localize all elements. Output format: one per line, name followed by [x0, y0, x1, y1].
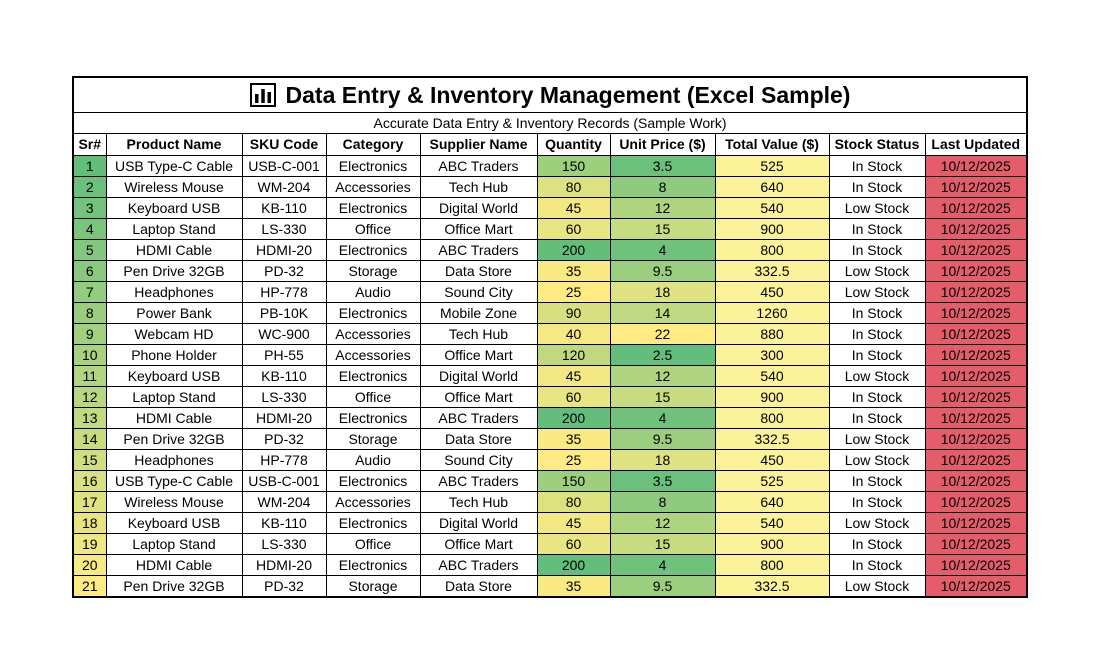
- table-row: [74, 156, 1026, 177]
- cell-category[interactable]: Electronics: [326, 408, 420, 429]
- cell-category[interactable]: Electronics: [326, 303, 420, 324]
- cell-sr[interactable]: 21: [74, 576, 106, 597]
- cell-supplier-name[interactable]: Tech Hub: [420, 324, 537, 345]
- cell-stock-status[interactable]: In Stock: [829, 555, 925, 576]
- cell-supplier-name[interactable]: Data Store: [420, 576, 537, 597]
- table-row: [74, 177, 1026, 198]
- cell-product-name[interactable]: HDMI Cable: [106, 555, 242, 576]
- sheet-title: Data Entry & Inventory Management (Excel Sample): [285, 81, 851, 108]
- cell-sku-code[interactable]: PD-32: [242, 261, 326, 282]
- cell-sr[interactable]: 4: [74, 219, 106, 240]
- header-last-updated[interactable]: Last Updated: [925, 134, 1026, 156]
- cell-sr[interactable]: 13: [74, 408, 106, 429]
- cell-sku-code[interactable]: KB-110: [242, 366, 326, 387]
- table-row: [74, 471, 1026, 492]
- cell-sku-code[interactable]: PD-32: [242, 429, 326, 450]
- cell-total-value[interactable]: 900: [715, 534, 829, 555]
- cell-unit-price[interactable]: 3.5: [610, 156, 715, 177]
- cell-supplier-name[interactable]: Office Mart: [420, 345, 537, 366]
- table-row: [74, 387, 1026, 408]
- cell-last-updated[interactable]: 10/12/2025: [925, 576, 1026, 597]
- cell-last-updated[interactable]: 10/12/2025: [925, 240, 1026, 261]
- table-row: [74, 282, 1026, 303]
- cell-sr[interactable]: 1: [74, 156, 106, 177]
- table-row: [74, 366, 1026, 387]
- cell-unit-price[interactable]: 9.5: [610, 261, 715, 282]
- cell-unit-price[interactable]: 12: [610, 198, 715, 219]
- cell-quantity[interactable]: 35: [537, 261, 610, 282]
- cell-unit-price[interactable]: 15: [610, 219, 715, 240]
- header-stock-status[interactable]: Stock Status: [829, 134, 925, 156]
- cell-quantity[interactable]: 35: [537, 429, 610, 450]
- cell-supplier-name[interactable]: ABC Traders: [420, 156, 537, 177]
- cell-stock-status[interactable]: In Stock: [829, 345, 925, 366]
- cell-category[interactable]: Electronics: [326, 366, 420, 387]
- cell-stock-status[interactable]: In Stock: [829, 219, 925, 240]
- cell-unit-price[interactable]: 3.5: [610, 471, 715, 492]
- cell-unit-price[interactable]: 18: [610, 282, 715, 303]
- cell-quantity[interactable]: 200: [537, 240, 610, 261]
- table-row: [74, 198, 1026, 219]
- cell-sr[interactable]: 5: [74, 240, 106, 261]
- cell-sku-code[interactable]: HDMI-20: [242, 240, 326, 261]
- table-row: [74, 303, 1026, 324]
- cell-category[interactable]: Electronics: [326, 198, 420, 219]
- cell-unit-price[interactable]: 9.5: [610, 429, 715, 450]
- inventory-table: [74, 134, 1026, 596]
- cell-stock-status[interactable]: In Stock: [829, 177, 925, 198]
- cell-sr[interactable]: 19: [74, 534, 106, 555]
- table-row: [74, 408, 1026, 429]
- cell-supplier-name[interactable]: Mobile Zone: [420, 303, 537, 324]
- cell-category[interactable]: Accessories: [326, 177, 420, 198]
- cell-sr[interactable]: 14: [74, 429, 106, 450]
- cell-supplier-name[interactable]: Digital World: [420, 513, 537, 534]
- cell-category[interactable]: Storage: [326, 261, 420, 282]
- cell-quantity[interactable]: 200: [537, 408, 610, 429]
- cell-supplier-name[interactable]: Office Mart: [420, 219, 537, 240]
- cell-product-name[interactable]: Headphones: [106, 282, 242, 303]
- cell-product-name[interactable]: Phone Holder: [106, 345, 242, 366]
- cell-supplier-name[interactable]: ABC Traders: [420, 408, 537, 429]
- cell-sku-code[interactable]: LS-330: [242, 387, 326, 408]
- header-product-name[interactable]: Product Name: [106, 134, 242, 156]
- cell-category[interactable]: Accessories: [326, 324, 420, 345]
- cell-unit-price[interactable]: 4: [610, 555, 715, 576]
- cell-category[interactable]: Electronics: [326, 156, 420, 177]
- cell-supplier-name[interactable]: ABC Traders: [420, 471, 537, 492]
- cell-total-value[interactable]: 880: [715, 324, 829, 345]
- cell-product-name[interactable]: Laptop Stand: [106, 219, 242, 240]
- cell-quantity[interactable]: 80: [537, 492, 610, 513]
- cell-unit-price[interactable]: 2.5: [610, 345, 715, 366]
- cell-quantity[interactable]: 60: [537, 534, 610, 555]
- cell-total-value[interactable]: 332.5: [715, 261, 829, 282]
- cell-last-updated[interactable]: 10/12/2025: [925, 513, 1026, 534]
- cell-quantity[interactable]: 45: [537, 198, 610, 219]
- cell-last-updated[interactable]: 10/12/2025: [925, 408, 1026, 429]
- table-body: [74, 156, 1026, 597]
- cell-total-value[interactable]: 800: [715, 240, 829, 261]
- cell-unit-price[interactable]: 8: [610, 177, 715, 198]
- cell-quantity[interactable]: 200: [537, 555, 610, 576]
- header-sr[interactable]: Sr#: [74, 134, 106, 156]
- header-total-value[interactable]: Total Value ($): [715, 134, 829, 156]
- cell-sr[interactable]: 11: [74, 366, 106, 387]
- cell-stock-status[interactable]: Low Stock: [829, 576, 925, 597]
- cell-stock-status[interactable]: Low Stock: [829, 450, 925, 471]
- cell-supplier-name[interactable]: Digital World: [420, 198, 537, 219]
- table-row: [74, 555, 1026, 576]
- sheet-subtitle: Accurate Data Entry & Inventory Records (Sample Work): [74, 113, 1026, 134]
- cell-stock-status[interactable]: Low Stock: [829, 198, 925, 219]
- cell-supplier-name[interactable]: Office Mart: [420, 534, 537, 555]
- cell-sku-code[interactable]: HDMI-20: [242, 408, 326, 429]
- cell-last-updated[interactable]: 10/12/2025: [925, 387, 1026, 408]
- cell-stock-status[interactable]: Low Stock: [829, 513, 925, 534]
- cell-product-name[interactable]: Pen Drive 32GB: [106, 429, 242, 450]
- cell-sr[interactable]: 8: [74, 303, 106, 324]
- cell-total-value[interactable]: 300: [715, 345, 829, 366]
- cell-category[interactable]: Electronics: [326, 471, 420, 492]
- cell-quantity[interactable]: 150: [537, 156, 610, 177]
- cell-unit-price[interactable]: 15: [610, 534, 715, 555]
- cell-sr[interactable]: 17: [74, 492, 106, 513]
- cell-supplier-name[interactable]: Digital World: [420, 366, 537, 387]
- cell-total-value[interactable]: 900: [715, 387, 829, 408]
- cell-unit-price[interactable]: 12: [610, 366, 715, 387]
- cell-total-value[interactable]: 800: [715, 555, 829, 576]
- cell-product-name[interactable]: Laptop Stand: [106, 387, 242, 408]
- header-unit-price[interactable]: Unit Price ($): [610, 134, 715, 156]
- cell-last-updated[interactable]: 10/12/2025: [925, 366, 1026, 387]
- cell-stock-status[interactable]: In Stock: [829, 387, 925, 408]
- cell-supplier-name[interactable]: Sound City: [420, 282, 537, 303]
- cell-unit-price[interactable]: 18: [610, 450, 715, 471]
- cell-category[interactable]: Accessories: [326, 345, 420, 366]
- cell-total-value[interactable]: 540: [715, 366, 829, 387]
- table-row: [74, 534, 1026, 555]
- cell-sr[interactable]: 10: [74, 345, 106, 366]
- cell-sr[interactable]: 3: [74, 198, 106, 219]
- cell-product-name[interactable]: Pen Drive 32GB: [106, 261, 242, 282]
- header-category[interactable]: Category: [326, 134, 420, 156]
- cell-last-updated[interactable]: 10/12/2025: [925, 345, 1026, 366]
- cell-quantity[interactable]: 25: [537, 282, 610, 303]
- cell-sku-code[interactable]: PB-10K: [242, 303, 326, 324]
- cell-category[interactable]: Electronics: [326, 555, 420, 576]
- cell-supplier-name[interactable]: Tech Hub: [420, 177, 537, 198]
- cell-supplier-name[interactable]: ABC Traders: [420, 555, 537, 576]
- cell-unit-price[interactable]: 9.5: [610, 576, 715, 597]
- cell-product-name[interactable]: Pen Drive 32GB: [106, 576, 242, 597]
- cell-supplier-name[interactable]: Tech Hub: [420, 492, 537, 513]
- cell-quantity[interactable]: 25: [537, 450, 610, 471]
- cell-unit-price[interactable]: 15: [610, 387, 715, 408]
- cell-quantity[interactable]: 60: [537, 219, 610, 240]
- cell-last-updated[interactable]: 10/12/2025: [925, 492, 1026, 513]
- cell-sr[interactable]: 16: [74, 471, 106, 492]
- cell-product-name[interactable]: Keyboard USB: [106, 198, 242, 219]
- cell-sku-code[interactable]: LS-330: [242, 534, 326, 555]
- cell-quantity[interactable]: 120: [537, 345, 610, 366]
- cell-sku-code[interactable]: USB-C-001: [242, 471, 326, 492]
- cell-unit-price[interactable]: 8: [610, 492, 715, 513]
- table-row: [74, 513, 1026, 534]
- cell-sku-code[interactable]: KB-110: [242, 198, 326, 219]
- cell-category[interactable]: Storage: [326, 429, 420, 450]
- cell-supplier-name[interactable]: Office Mart: [420, 387, 537, 408]
- cell-stock-status[interactable]: In Stock: [829, 408, 925, 429]
- cell-stock-status[interactable]: Low Stock: [829, 429, 925, 450]
- header-quantity[interactable]: Quantity: [537, 134, 610, 156]
- cell-product-name[interactable]: Wireless Mouse: [106, 177, 242, 198]
- cell-category[interactable]: Electronics: [326, 240, 420, 261]
- cell-category[interactable]: Audio: [326, 450, 420, 471]
- table-row: [74, 345, 1026, 366]
- cell-product-name[interactable]: Power Bank: [106, 303, 242, 324]
- cell-last-updated[interactable]: 10/12/2025: [925, 471, 1026, 492]
- cell-stock-status[interactable]: In Stock: [829, 156, 925, 177]
- cell-unit-price[interactable]: 12: [610, 513, 715, 534]
- cell-unit-price[interactable]: 22: [610, 324, 715, 345]
- cell-quantity[interactable]: 45: [537, 366, 610, 387]
- cell-sku-code[interactable]: WM-204: [242, 492, 326, 513]
- cell-sku-code[interactable]: HP-778: [242, 282, 326, 303]
- cell-total-value[interactable]: 332.5: [715, 429, 829, 450]
- cell-quantity[interactable]: 90: [537, 303, 610, 324]
- cell-sr[interactable]: 20: [74, 555, 106, 576]
- cell-product-name[interactable]: Laptop Stand: [106, 534, 242, 555]
- cell-sku-code[interactable]: LS-330: [242, 219, 326, 240]
- cell-supplier-name[interactable]: ABC Traders: [420, 240, 537, 261]
- cell-total-value[interactable]: 540: [715, 198, 829, 219]
- header-row: [74, 134, 1026, 156]
- cell-stock-status[interactable]: Low Stock: [829, 261, 925, 282]
- cell-sr[interactable]: 12: [74, 387, 106, 408]
- cell-sr[interactable]: 15: [74, 450, 106, 471]
- cell-product-name[interactable]: Webcam HD: [106, 324, 242, 345]
- cell-last-updated[interactable]: 10/12/2025: [925, 303, 1026, 324]
- cell-product-name[interactable]: HDMI Cable: [106, 408, 242, 429]
- cell-sku-code[interactable]: HP-778: [242, 450, 326, 471]
- cell-quantity[interactable]: 80: [537, 177, 610, 198]
- cell-last-updated[interactable]: 10/12/2025: [925, 261, 1026, 282]
- cell-last-updated[interactable]: 10/12/2025: [925, 282, 1026, 303]
- cell-total-value[interactable]: 540: [715, 513, 829, 534]
- cell-category[interactable]: Electronics: [326, 513, 420, 534]
- cell-last-updated[interactable]: 10/12/2025: [925, 177, 1026, 198]
- cell-last-updated[interactable]: 10/12/2025: [925, 450, 1026, 471]
- cell-sku-code[interactable]: HDMI-20: [242, 555, 326, 576]
- cell-sr[interactable]: 18: [74, 513, 106, 534]
- cell-product-name[interactable]: Keyboard USB: [106, 366, 242, 387]
- cell-quantity[interactable]: 150: [537, 471, 610, 492]
- cell-total-value[interactable]: 800: [715, 408, 829, 429]
- cell-quantity[interactable]: 45: [537, 513, 610, 534]
- cell-stock-status[interactable]: In Stock: [829, 240, 925, 261]
- cell-total-value[interactable]: 1260: [715, 303, 829, 324]
- cell-total-value[interactable]: 450: [715, 282, 829, 303]
- cell-total-value[interactable]: 525: [715, 471, 829, 492]
- cell-total-value[interactable]: 332.5: [715, 576, 829, 597]
- cell-unit-price[interactable]: 4: [610, 240, 715, 261]
- cell-sku-code[interactable]: PD-32: [242, 576, 326, 597]
- header-sku-code[interactable]: SKU Code: [242, 134, 326, 156]
- bar-chart-icon: [250, 83, 276, 107]
- table-row: [74, 576, 1026, 597]
- cell-sku-code[interactable]: KB-110: [242, 513, 326, 534]
- cell-total-value[interactable]: 450: [715, 450, 829, 471]
- cell-product-name[interactable]: Keyboard USB: [106, 513, 242, 534]
- cell-sr[interactable]: 9: [74, 324, 106, 345]
- cell-sku-code[interactable]: WM-204: [242, 177, 326, 198]
- cell-unit-price[interactable]: 4: [610, 408, 715, 429]
- cell-supplier-name[interactable]: Data Store: [420, 261, 537, 282]
- table-row: [74, 261, 1026, 282]
- table-row: [74, 240, 1026, 261]
- cell-quantity[interactable]: 35: [537, 576, 610, 597]
- cell-category[interactable]: Office: [326, 534, 420, 555]
- cell-category[interactable]: Office: [326, 219, 420, 240]
- cell-supplier-name[interactable]: Data Store: [420, 429, 537, 450]
- cell-total-value[interactable]: 640: [715, 177, 829, 198]
- table-row: [74, 492, 1026, 513]
- cell-last-updated[interactable]: 10/12/2025: [925, 219, 1026, 240]
- cell-category[interactable]: Audio: [326, 282, 420, 303]
- cell-product-name[interactable]: USB Type-C Cable: [106, 156, 242, 177]
- table-row: [74, 429, 1026, 450]
- cell-last-updated[interactable]: 10/12/2025: [925, 198, 1026, 219]
- cell-sku-code[interactable]: WC-900: [242, 324, 326, 345]
- cell-sr[interactable]: 2: [74, 177, 106, 198]
- cell-stock-status[interactable]: In Stock: [829, 534, 925, 555]
- cell-stock-status[interactable]: In Stock: [829, 324, 925, 345]
- table-row: [74, 450, 1026, 471]
- cell-total-value[interactable]: 900: [715, 219, 829, 240]
- cell-category[interactable]: Office: [326, 387, 420, 408]
- cell-product-name[interactable]: Headphones: [106, 450, 242, 471]
- cell-unit-price[interactable]: 14: [610, 303, 715, 324]
- cell-supplier-name[interactable]: Sound City: [420, 450, 537, 471]
- cell-last-updated[interactable]: 10/12/2025: [925, 156, 1026, 177]
- cell-sr[interactable]: 7: [74, 282, 106, 303]
- table-row: [74, 219, 1026, 240]
- cell-sku-code[interactable]: USB-C-001: [242, 156, 326, 177]
- cell-last-updated[interactable]: 10/12/2025: [925, 534, 1026, 555]
- cell-total-value[interactable]: 525: [715, 156, 829, 177]
- cell-stock-status[interactable]: In Stock: [829, 471, 925, 492]
- cell-sr[interactable]: 6: [74, 261, 106, 282]
- cell-product-name[interactable]: HDMI Cable: [106, 240, 242, 261]
- cell-product-name[interactable]: Wireless Mouse: [106, 492, 242, 513]
- header-supplier-name[interactable]: Supplier Name: [420, 134, 537, 156]
- cell-category[interactable]: Storage: [326, 576, 420, 597]
- cell-stock-status[interactable]: In Stock: [829, 303, 925, 324]
- cell-stock-status[interactable]: Low Stock: [829, 366, 925, 387]
- cell-last-updated[interactable]: 10/12/2025: [925, 429, 1026, 450]
- spreadsheet-sheet: [72, 76, 1028, 598]
- cell-last-updated[interactable]: 10/12/2025: [925, 555, 1026, 576]
- cell-stock-status[interactable]: In Stock: [829, 492, 925, 513]
- cell-sku-code[interactable]: PH-55: [242, 345, 326, 366]
- cell-quantity[interactable]: 40: [537, 324, 610, 345]
- cell-total-value[interactable]: 640: [715, 492, 829, 513]
- cell-category[interactable]: Accessories: [326, 492, 420, 513]
- cell-product-name[interactable]: USB Type-C Cable: [106, 471, 242, 492]
- cell-quantity[interactable]: 60: [537, 387, 610, 408]
- cell-stock-status[interactable]: Low Stock: [829, 282, 925, 303]
- table-row: [74, 324, 1026, 345]
- title-row: [74, 78, 1026, 113]
- cell-last-updated[interactable]: 10/12/2025: [925, 324, 1026, 345]
